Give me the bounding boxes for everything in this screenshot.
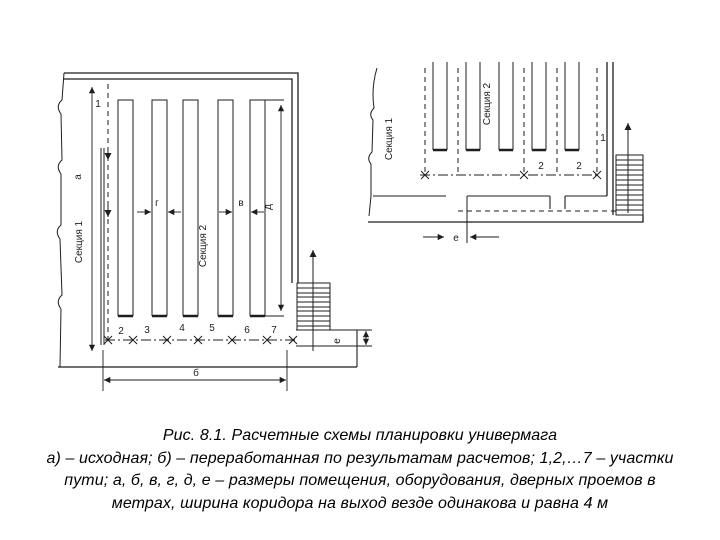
wall-break-line: [57, 73, 64, 367]
caption-line-title: Рис. 8.1. Расчетные схемы планировки универмага: [162, 427, 558, 444]
segment-label-3: 3: [144, 325, 150, 336]
caption-line-2: а) – исходная; б) – переработанная по результатам расчетов; 1,2,…7 – участки: [46, 449, 674, 467]
segment-label-7: 7: [271, 325, 277, 336]
section-partition: [101, 148, 104, 345]
shelf-row: [218, 100, 233, 316]
caption-line-4: метрах, ширина коридора на выход везде одинакова и равна 4 м: [111, 494, 609, 512]
dim-label-d: д: [263, 204, 274, 210]
shelf-row: [499, 62, 513, 150]
segment-label-2: 2: [576, 161, 582, 172]
segment-label-1: 1: [600, 133, 606, 144]
shelf-row: [532, 62, 546, 150]
segment-label-4: 4: [179, 323, 185, 334]
shelf-row: [565, 62, 579, 150]
section2-label: Секция 2: [198, 224, 209, 268]
exit-corridor-walls: [296, 330, 372, 367]
caption-line-3: пути; а, б, в, г, д, е – размеры помещения, оборудования, дверных проемов в: [64, 472, 656, 489]
wall-break-line: [369, 68, 377, 216]
segment-label-2: 2: [118, 326, 124, 337]
dim-label-a: а: [73, 174, 84, 180]
wall-right: [607, 62, 613, 215]
dim-label-e: е: [453, 233, 459, 244]
wall-bottom: [368, 215, 643, 222]
dim-label-g: г: [155, 198, 159, 209]
shelf-row: [466, 62, 480, 150]
diagram-a: [57, 73, 372, 391]
staircase: [616, 155, 643, 215]
segment-label-2: 2: [538, 161, 544, 172]
diagram-b: [368, 62, 643, 244]
segment-label-5: 5: [209, 323, 215, 334]
section2-label: Секция 2: [482, 82, 493, 126]
shelf-rows: [118, 100, 284, 316]
shelf-row: [183, 100, 198, 316]
dim-label-e: е: [332, 338, 343, 344]
figure-caption: [0, 425, 720, 515]
dim-label-v: в: [238, 198, 244, 209]
dim-label-b: б: [193, 368, 199, 379]
segment-label-6: 6: [244, 325, 250, 336]
shelf-row: [118, 100, 133, 316]
wall-inner-segments: [373, 196, 607, 209]
section1-label: Секция 1: [74, 220, 85, 264]
route-lines: [425, 68, 597, 172]
section1-label: Секция 1: [384, 117, 395, 161]
shelf-row: [433, 62, 447, 150]
segment-label-1: 1: [95, 99, 101, 110]
